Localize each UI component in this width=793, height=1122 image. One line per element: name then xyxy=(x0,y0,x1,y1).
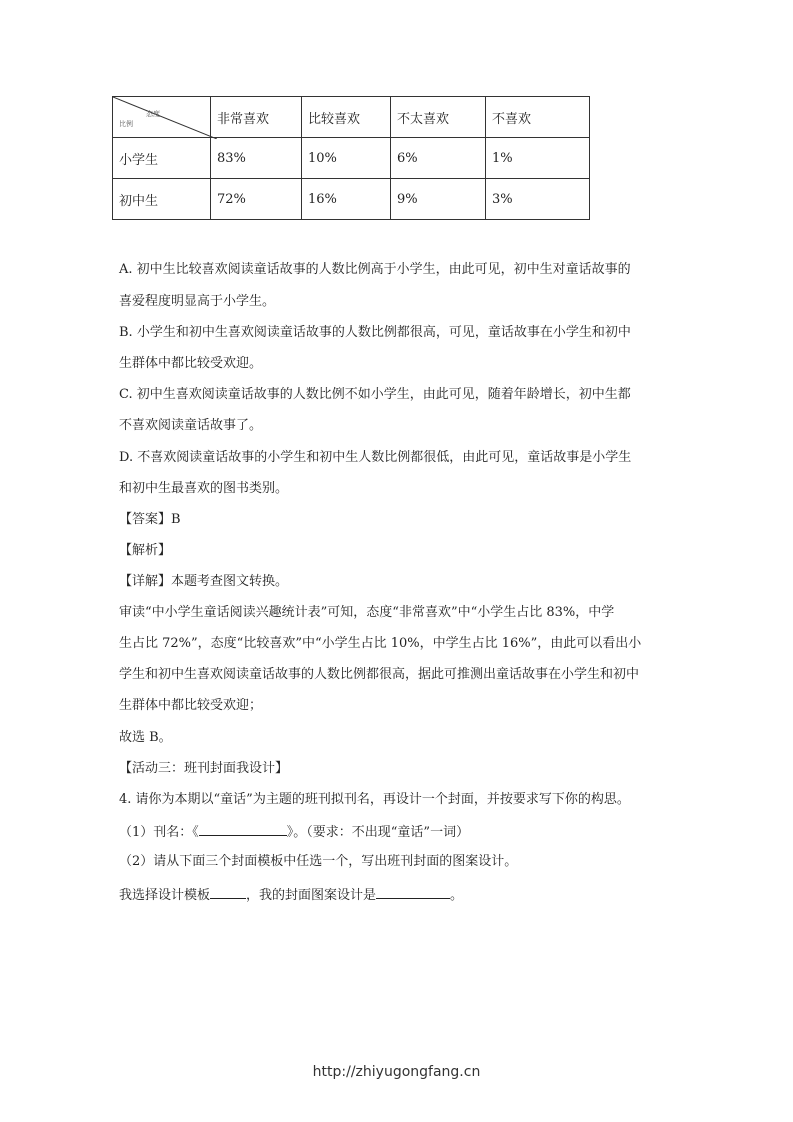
part3-text-b: ，我的封面图案设计是 xyxy=(246,888,377,903)
diag-label-top: 态度 xyxy=(146,110,160,118)
design-blank[interactable] xyxy=(376,886,450,899)
question-part3 xyxy=(119,886,679,904)
table-header: 非常喜欢 xyxy=(211,97,302,138)
table-header-row xyxy=(113,97,590,138)
question-part1 xyxy=(119,823,679,841)
answer-line: 【答案】B xyxy=(119,512,181,527)
option-c-line2: 不喜欢阅读童话故事了。 xyxy=(119,418,263,433)
template-blank[interactable] xyxy=(210,886,246,899)
table-cell: 3% xyxy=(486,179,590,220)
table-cell: 83% xyxy=(211,138,302,179)
table-cell: 16% xyxy=(302,179,391,220)
table-row xyxy=(113,179,590,220)
table-row xyxy=(113,138,590,179)
option-a-line1: A. 初中生比较喜欢阅读童话故事的人数比例高于小学生，由此可见，初中生对童话故事的 xyxy=(119,262,631,277)
diag-label-bottom: 比例 xyxy=(119,120,133,128)
table-cell: 6% xyxy=(391,138,486,179)
part1-suffix: 》。（要求：不出现“童话”一词） xyxy=(286,825,470,840)
detail-line: 学生和初中生喜欢阅读童话故事的人数比例都很高，据此可推测出童话故事在小学生和初中 xyxy=(119,667,640,682)
detail-line: 故选 B。 xyxy=(119,730,172,745)
analysis-heading: 【解析】 xyxy=(119,543,172,558)
table-header: 比较喜欢 xyxy=(302,97,391,138)
table-cell: 72% xyxy=(211,179,302,220)
question-part2: （2）请从下面三个封面模板中任选一个，写出班刊封面的图案设计。 xyxy=(119,854,518,869)
footer-url: http://zhiyugongfang.cn xyxy=(312,1064,481,1080)
row-label: 初中生 xyxy=(113,179,211,220)
part3-text-a: 我选择设计模板 xyxy=(119,888,211,903)
table-cell: 10% xyxy=(302,138,391,179)
option-d-line1: D. 不喜欢阅读童话故事的小学生和初中生人数比例都很低，由此可见，童话故事是小学生 xyxy=(119,450,632,465)
detail-line: 生群体中都比较受欢迎； xyxy=(119,698,263,713)
option-b-line1: B. 小学生和初中生喜欢阅读童话故事的人数比例都很高，可见，童话故事在小学生和初中 xyxy=(119,325,631,340)
table-cell: 1% xyxy=(486,138,590,179)
activity-heading: 【活动三：班刊封面我设计】 xyxy=(119,761,289,776)
detail-line: 【详解】本题考查图文转换。 xyxy=(119,574,289,589)
option-a-line2: 喜爱程度明显高于小学生。 xyxy=(119,294,276,309)
part1-prefix: （1）刊名：《 xyxy=(119,825,199,840)
detail-line: 生占比 72%”，态度“比较喜欢”中“小学生占比 10%，中学生占比 16%”，由此可以看出小 xyxy=(119,636,642,651)
survey-table xyxy=(112,96,590,220)
table-cell: 9% xyxy=(391,179,486,220)
diagonal-line xyxy=(113,97,217,139)
part3-text-c: 。 xyxy=(450,888,464,903)
option-d-line2: 和初中生最喜欢的图书类别。 xyxy=(119,481,289,496)
option-c-line1: C. 初中生喜欢阅读童话故事的人数比例不如小学生，由此可见，随着年龄增长，初中生都 xyxy=(119,387,631,402)
detail-line: 审读“中小学生童话阅读兴趣统计表”可知，态度“非常喜欢”中“小学生占比 83%，中学 xyxy=(119,605,615,620)
table-header: 不太喜欢 xyxy=(391,97,486,138)
table-header: 不喜欢 xyxy=(486,97,590,138)
row-label: 小学生 xyxy=(113,138,211,179)
question-stem: 4. 请你为本期以“童话”为主题的班刊拟刊名，再设计一个封面，并按要求写下你的构思。 xyxy=(119,792,630,807)
title-blank[interactable] xyxy=(199,823,287,836)
diagonal-header-cell xyxy=(113,97,211,138)
option-b-line2: 生群体中都比较受欢迎。 xyxy=(119,356,263,371)
